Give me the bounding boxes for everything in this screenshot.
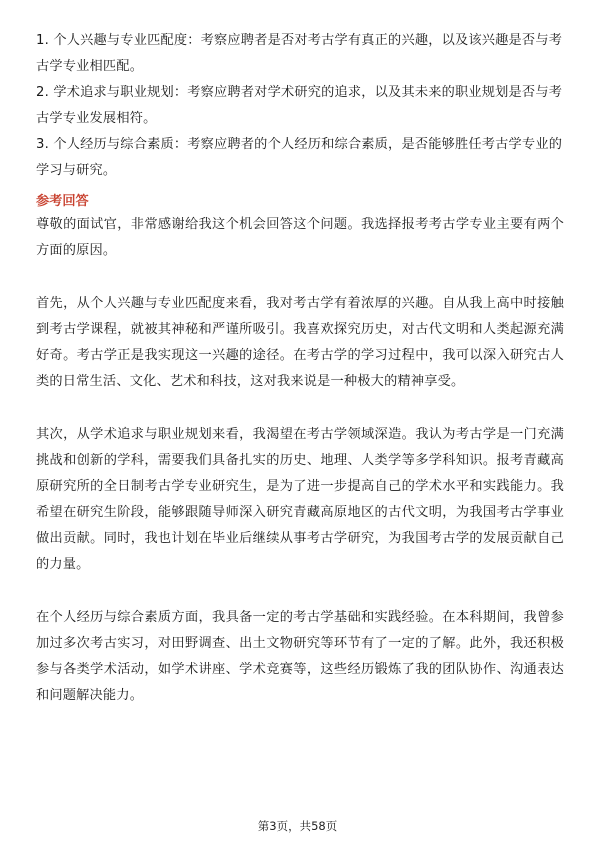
answer-paragraph: 首先，从个人兴趣与专业匹配度来看，我对考古学有着浓厚的兴趣。自从我上高中时接触到考古学课程，就被其神秘和严谨所吸引。我喜欢探究历史，对古代文明和人类起源充满好奇。考古学正是我实现这一兴趣的途径。在考古学的学习过程中，我可以深入研究古人类的日常生活、文化、艺术和科技，这对我来说是一种极大的精神享受。	[36, 296, 564, 389]
evaluation-criteria-list	[36, 28, 564, 184]
answer-body	[36, 212, 564, 709]
criterion-item: 3. 个人经历与综合素质：考察应聘者的个人经历和综合素质，是否能够胜任考古学专业的学习与研究。	[36, 137, 563, 178]
answer-paragraph: 其次，从学术追求与职业规划来看，我渴望在考古学领域深造。我认为考古学是一门充满挑战和创新的学科，需要我们具备扎实的历史、地理、人类学等多学科知识。报考青藏高原研究所的全日制考古学专业研究生，是为了进一步提高自己的学术水平和实践能力。我希望在研究生阶段，能够跟随导师深入研究青藏高原地区的古代文明，为我国考古学事业做出贡献。同时，我也计划在毕业后继续从事考古学研究，为我国考古学的发展贡献自己的力量。	[36, 427, 564, 572]
page-number-footer: 第3页，共58页	[257, 819, 338, 833]
criterion-item: 2. 学术追求与职业规划：考察应聘者对学术研究的追求，以及其未来的职业规划是否与考古学专业发展相符。	[36, 85, 563, 126]
answer-heading: 参考回答	[36, 194, 89, 209]
criterion-item: 1. 个人兴趣与专业匹配度：考察应聘者是否对考古学有真正的兴趣，以及该兴趣是否与考古学专业相匹配。	[36, 33, 563, 74]
answer-paragraph: 在个人经历与综合素质方面，我具备一定的考古学基础和实践经验。在本科期间，我曾参加过多次考古实习，对田野调查、出土文物研究等环节有了一定的了解。此外，我还积极参与各类学术活动，如学术讲座、学术竞赛等，这些经历锻炼了我的团队协作、沟通表达和问题解决能力。	[36, 610, 564, 703]
document-page	[36, 28, 564, 736]
answer-paragraph: 尊敬的面试官，非常感谢给我这个机会回答这个问题。我选择报考考古学专业主要有两个方面的原因。	[36, 217, 564, 258]
